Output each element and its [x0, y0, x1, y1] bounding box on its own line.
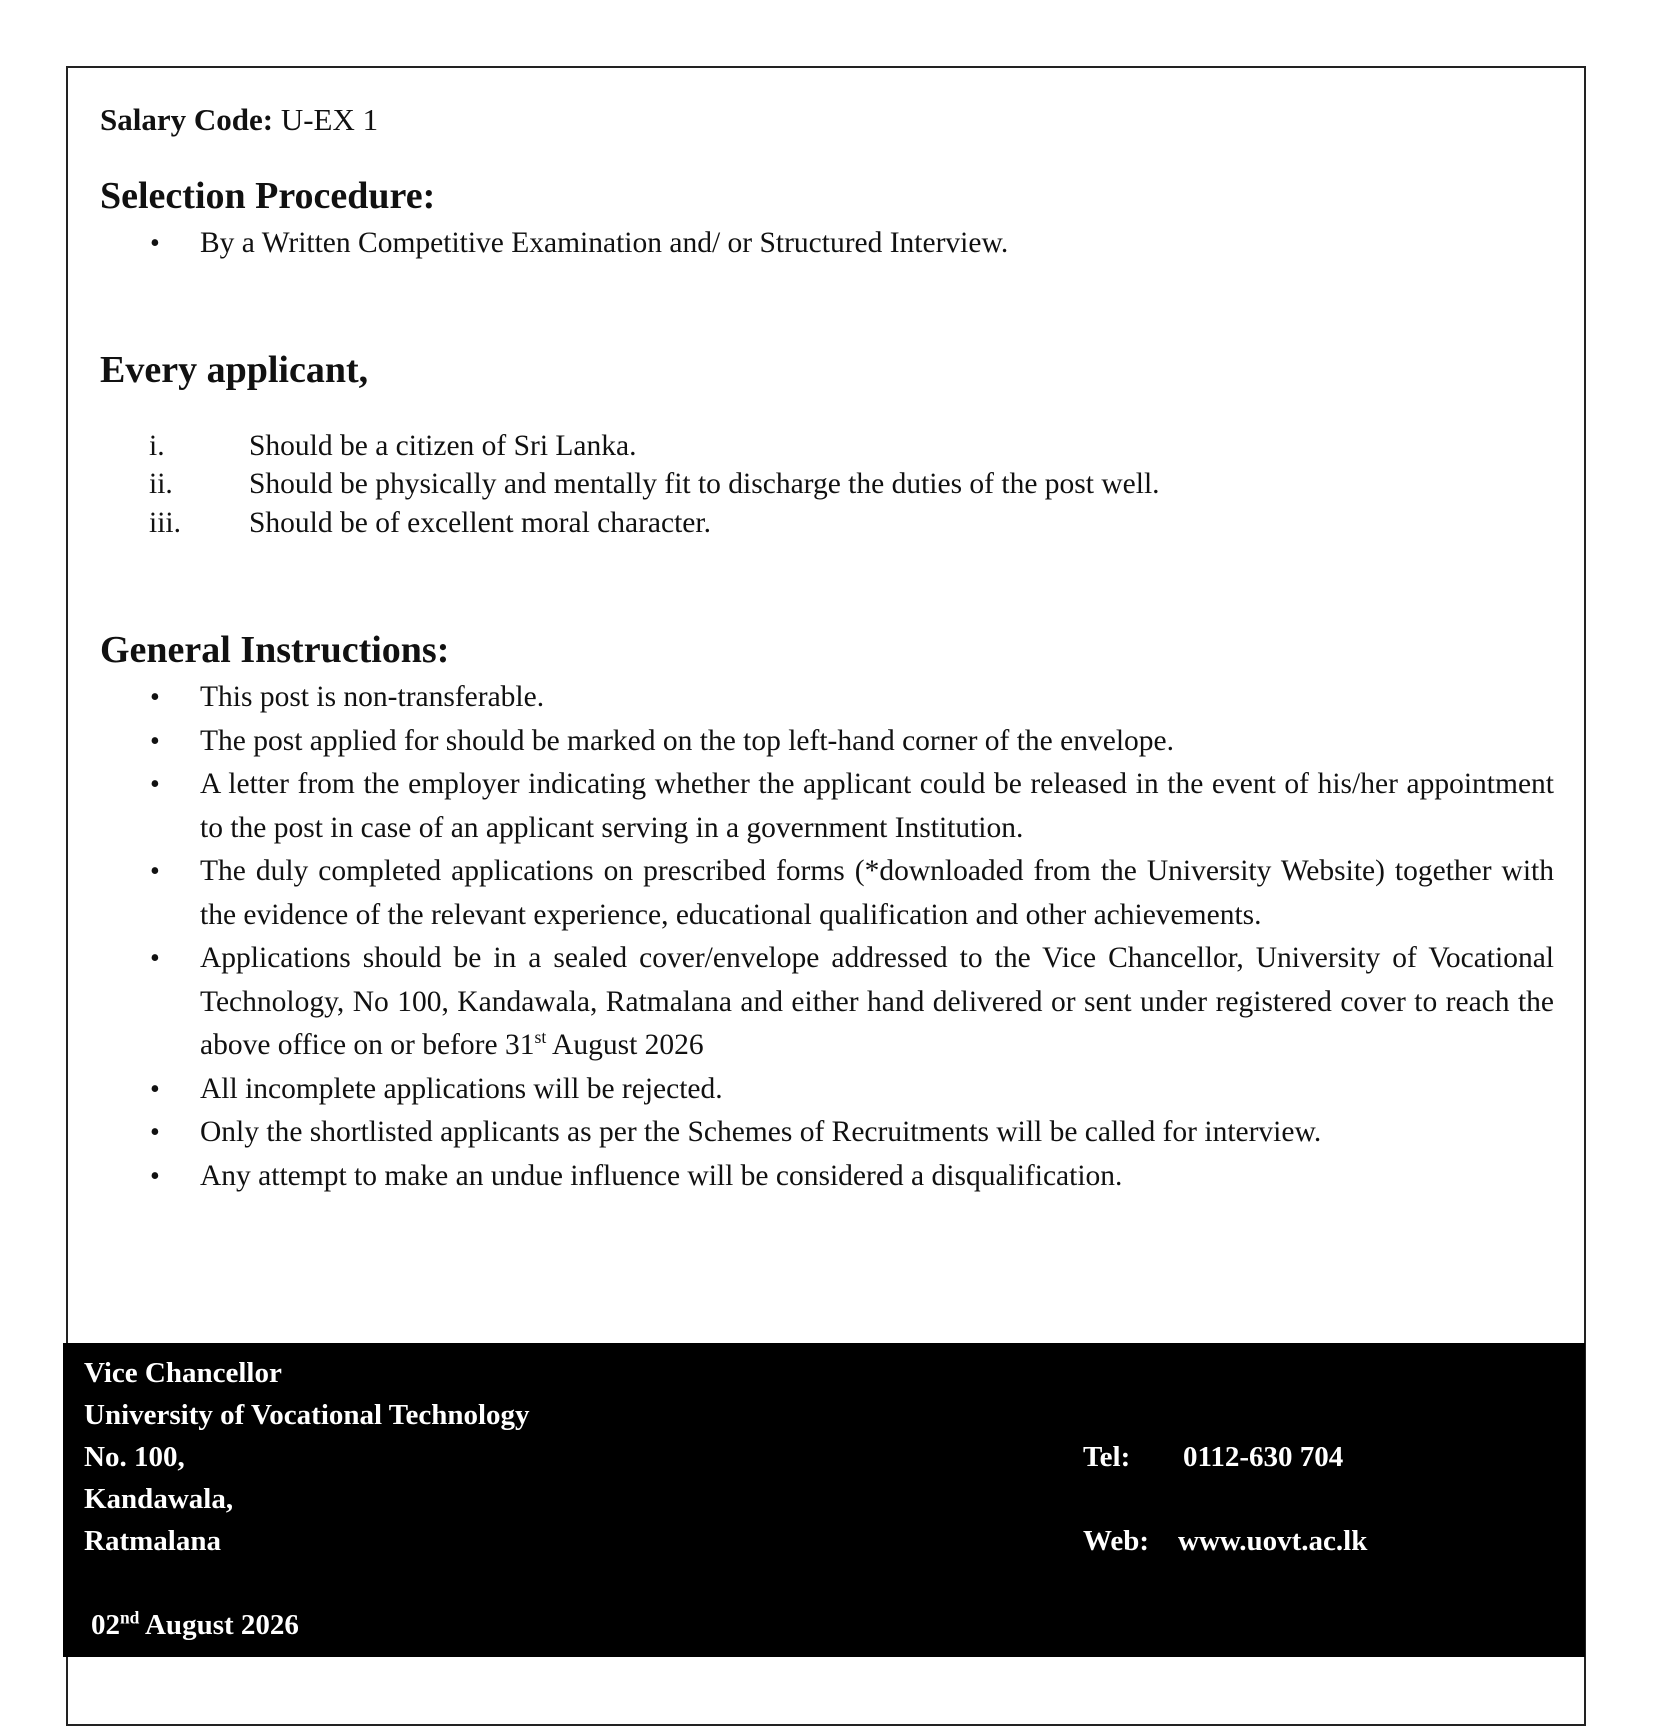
list-item: • Only the shortlisted applicants as per the Schemes of Recruitments will be called for interview.: [100, 1111, 1554, 1155]
salary-code-value: U-EX 1: [280, 102, 379, 137]
list-item: • The duly completed applications on prescribed forms (*downloaded from the University Website) together with the evidence of the relevant experience, educational qualification and other achievements.: [100, 850, 1554, 937]
contact-footer: [63, 1343, 1585, 1657]
applicant-requirements-list: [100, 427, 1554, 543]
list-item: • The post applied for should be marked on the top left-hand corner of the envelope.: [100, 720, 1554, 764]
every-applicant-heading: Every applicant,: [100, 348, 369, 391]
list-item: • Applications should be in a sealed cover/envelope addressed to the Vice Chancellor, University of Vocational Technology, No 100, Kandawala, Ratmalana and either hand delivered or sent under registered cover to reach the above office on or before 31st August 2026: [100, 937, 1554, 1068]
salary-code-label: Salary Code:: [100, 102, 274, 137]
salary-code: [100, 96, 1554, 144]
selection-procedure-list: [100, 222, 1554, 266]
footer-address-line: Ratmalana: [84, 1525, 221, 1557]
telephone-value: 0112-630 704: [1183, 1441, 1344, 1473]
list-item: • A letter from the employer indicating whether the applicant could be released in the event of his/her appointment to the post in case of an applicant serving in a government Institution.: [100, 763, 1554, 850]
list-item: • All incomplete applications will be rejected.: [100, 1068, 1554, 1112]
list-item: ii. Should be physically and mentally fit to discharge the duties of the post well.: [149, 468, 1160, 500]
footer-website: [1083, 1521, 1367, 1561]
list-item: iii. Should be of excellent moral character.: [149, 506, 711, 539]
list-item: i. Should be a citizen of Sri Lanka.: [149, 429, 637, 462]
document-body: [100, 96, 1554, 1198]
footer-address-line: Kandawala,: [84, 1483, 234, 1515]
list-item: • This post is non-transferable.: [100, 676, 1554, 720]
general-instructions-list: [100, 676, 1554, 1198]
list-item: • Any attempt to make an undue influence will be considered a disqualification.: [100, 1155, 1554, 1199]
website-link[interactable]: www.uovt.ac.lk: [1178, 1525, 1368, 1557]
footer-date: 02nd August 2026: [91, 1607, 299, 1641]
general-instructions-heading: General Instructions:: [100, 629, 450, 671]
selection-procedure-heading: Selection Procedure:: [100, 175, 436, 217]
list-item: • By a Written Competitive Examination and/ or Structured Interview.: [100, 222, 1554, 266]
telephone-label: Tel:: [1083, 1441, 1131, 1473]
website-label: Web:: [1083, 1525, 1150, 1557]
footer-address-line: No. 100,: [84, 1441, 185, 1473]
footer-organization: University of Vocational Technology: [84, 1399, 530, 1431]
footer-title: Vice Chancellor: [84, 1357, 282, 1389]
footer-telephone: [1083, 1437, 1343, 1477]
